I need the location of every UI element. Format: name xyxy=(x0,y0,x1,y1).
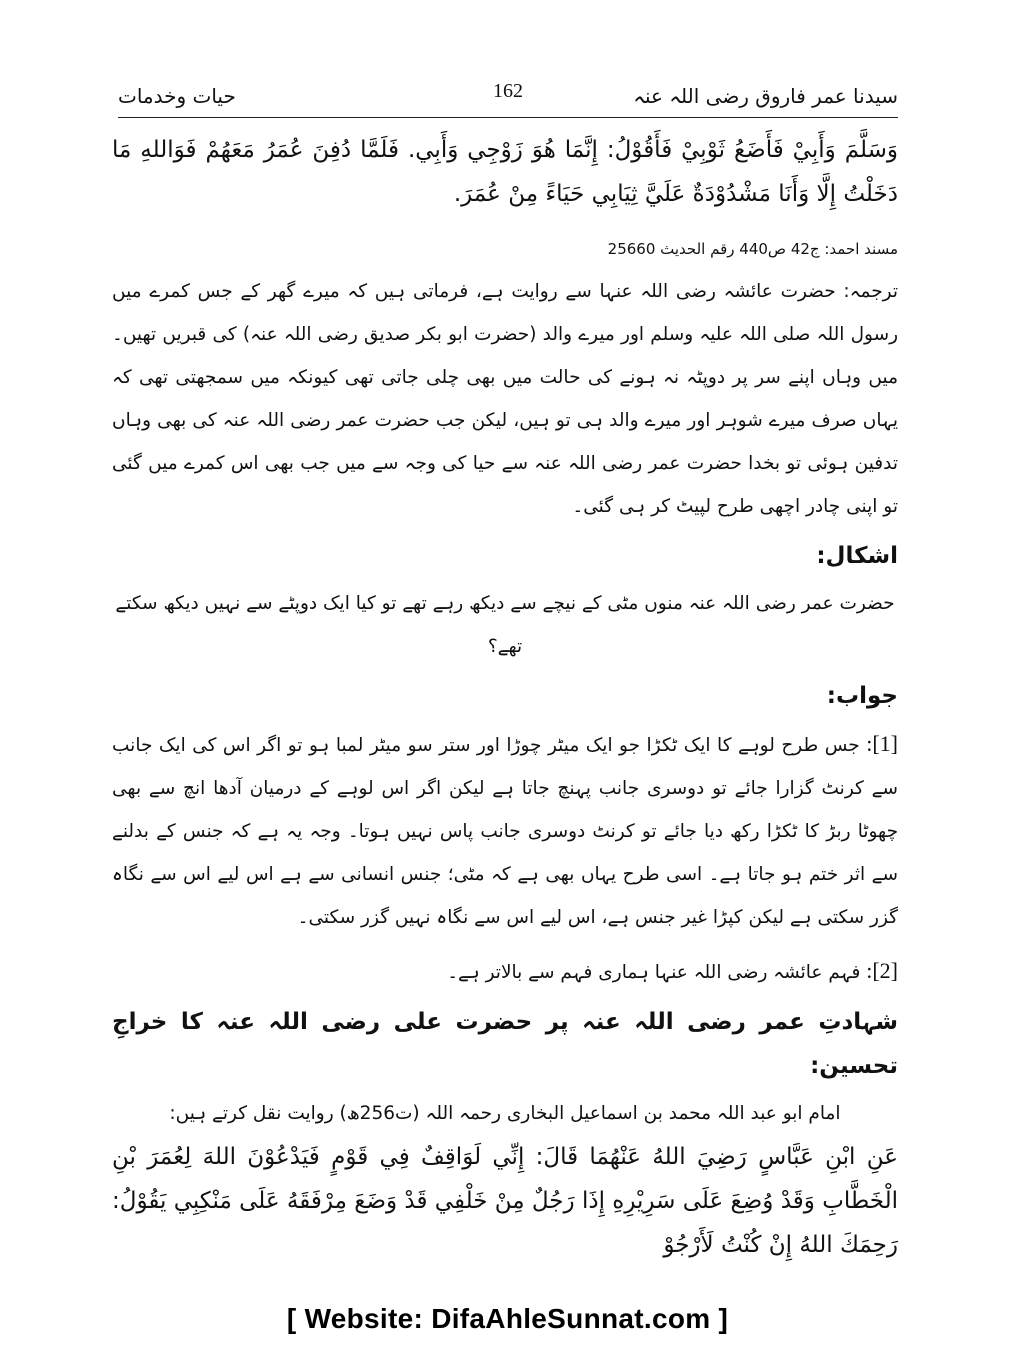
answer-2 xyxy=(112,949,898,994)
page-number: 162 xyxy=(493,80,523,102)
translation-label: ترجمہ: xyxy=(843,281,898,302)
translation-paragraph xyxy=(112,270,898,528)
answer-1-number: [1]: xyxy=(866,731,898,756)
objection-heading: اشکال: xyxy=(816,543,898,569)
narrator-line: امام ابو عبد اللہ محمد بن اسماعیل البخاری رحمہ اللہ (ت256ھ) روایت نقل کرتے ہیں: xyxy=(169,1103,841,1124)
website-footer: [ Website: DifaAhleSunnat.com ] xyxy=(286,1303,729,1334)
arabic-narration-text: عَنِ ابْنِ عَبَّاسٍ رَضِيَ اللهُ عَنْهُمَا قَالَ: إِنِّي لَوَاقِفٌ فِي قَوْمٍ فَيَدْعُوْنَ اللهَ لِعُمَرَ بْنِ الْخَطَّابِ وَقَدْ وُضِعَ عَلَى سَرِيْرِهِ إِذَا رَجُلٌ مِنْ خَلْفِي قَدْ وَضَعَ مِرْفَقَهُ عَلَى مَنْكِبِي يَقُوْلُ: رَحِمَكَ اللهُ إِنْ كُنْتُ لَأَرْجُوْ xyxy=(112,1144,898,1258)
page-header xyxy=(118,78,898,118)
hadith-reference: مسند احمد: ج42 ص440 رقم الحدیث 25660 xyxy=(607,240,898,258)
answer-2-number: [2]: xyxy=(866,958,898,983)
section-title: حیات وخدمات xyxy=(118,84,236,108)
page-body xyxy=(112,128,898,1267)
answer-2-text: فہم عائشہ رضی اللہ عنہا ہماری فہم سے بالاتر ہے۔ xyxy=(447,962,861,983)
objection-text: حضرت عمر رضی اللہ عنہ منوں مٹی کے نیچے سے دیکھ رہے تھے تو کیا ایک دوپٹے سے نہیں دیکھ سکتے تھے؟ xyxy=(115,593,895,657)
answer-1 xyxy=(112,722,898,939)
book-title: سیدنا عمر فاروق رضی اللہ عنہ xyxy=(633,84,898,108)
arabic-hadith-text: وَسَلَّمَ وَأَبِيْ فَأَضَعُ ثَوْبِيْ فَأَقُوْلُ: إِنَّمَا هُوَ زَوْجِي وَأَبِي. فَلَمَّا دُفِنَ عُمَرُ مَعَهُمْ فَوَاللهِ مَا دَخَلْتُ إِلَّا وَأَنَا مَشْدُوْدَةٌ عَلَيَّ ثِيَابِي حَيَاءً مِنْ عُمَرَ. xyxy=(112,137,898,207)
answer-1-text: جس طرح لوہے کا ایک ٹکڑا جو ایک میٹر چوڑا اور ستر سو میٹر لمبا ہو تو اگر اس کی ایک جانب سے کرنٹ گزارا جائے تو دوسری جانب پہنچ جاتا ہے لیکن اگر اس لوہے کے درمیان آدھا انچ سے بھی چھوٹا ربڑ کا ٹکڑا رکھ دیا جائے تو کرنٹ دوسری جانب پاس نہیں ہوتا۔ وجہ یہ ہے کہ جنس کے بدلنے سے اثر ختم ہو جاتا ہے۔ اسی طرح یہاں بھی ہے کہ مٹی؛ جنس انسانی سے ہے اس لیے اس سے نگاہ گزر سکتی ہے لیکن کپڑا غیر جنس ہے، اس لیے اس سے نگاہ نہیں گزر سکتی۔ xyxy=(112,735,898,928)
martyrdom-heading: شہادتِ عمر رضی اللہ عنہ پر حضرت علی رضی اللہ عنہ کا خراجِ تحسین: xyxy=(112,1009,898,1079)
answer-heading: جواب: xyxy=(826,683,898,709)
translation-text: حضرت عائشہ رضی اللہ عنہا سے روایت ہے، فرماتی ہیں کہ میرے گھر کے جس کمرے میں رسول اللہ صلی اللہ علیہ وسلم اور میرے والد (حضرت ابو بکر صدیق رضی اللہ عنہ) کی قبریں تھیں۔ میں وہاں اپنے سر پر دوپٹہ نہ ہونے کی حالت میں بھی چلی جاتی تھی کیونکہ میں سمجھتی تھی کہ یہاں صرف میرے شوہر اور میرے والد ہی تو ہیں، لیکن جب حضرت عمر رضی اللہ عنہ کی بھی وہاں تدفین ہوئی تو بخدا حضرت عمر رضی اللہ عنہ سے حیا کی وجہ سے میں جب بھی اس کمرے میں گئی تو اپنی چادر اچھی طرح لپیٹ کر ہی گئی۔ xyxy=(112,281,898,517)
